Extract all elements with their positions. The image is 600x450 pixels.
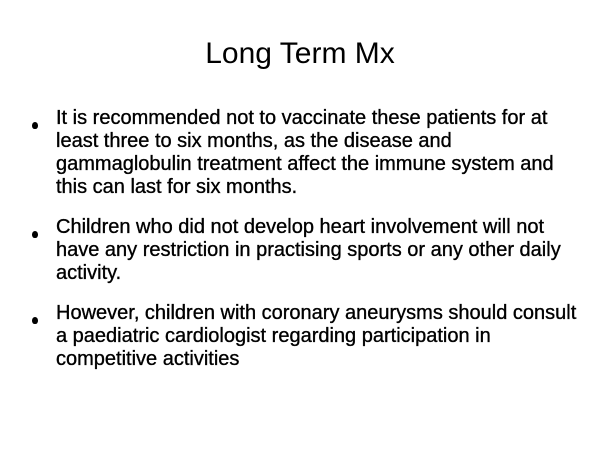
bullet-text: However, children with coronary aneurysms should consult a paediatric cardiologist regarding participation in competitive activities xyxy=(56,302,577,370)
bullet-item-vaccination xyxy=(30,107,590,199)
bullet-text: Children who did not develop heart involvement will not have any restriction in practising sports or any other daily activity. xyxy=(56,216,561,284)
bullet-dot-icon xyxy=(32,231,38,238)
slide-title: Long Term Mx xyxy=(205,37,395,70)
bullet-list xyxy=(30,107,590,388)
bullet-text: It is recommended not to vaccinate these patients for at least three to six months, as the disease and gammaglobulin treatment affect the immune system and this can last for six months. xyxy=(56,107,554,198)
bullet-dot-icon xyxy=(32,317,38,324)
bullet-item-sports xyxy=(30,216,590,285)
bullet-dot-icon xyxy=(32,122,38,129)
bullet-item-aneurysms xyxy=(30,302,590,371)
